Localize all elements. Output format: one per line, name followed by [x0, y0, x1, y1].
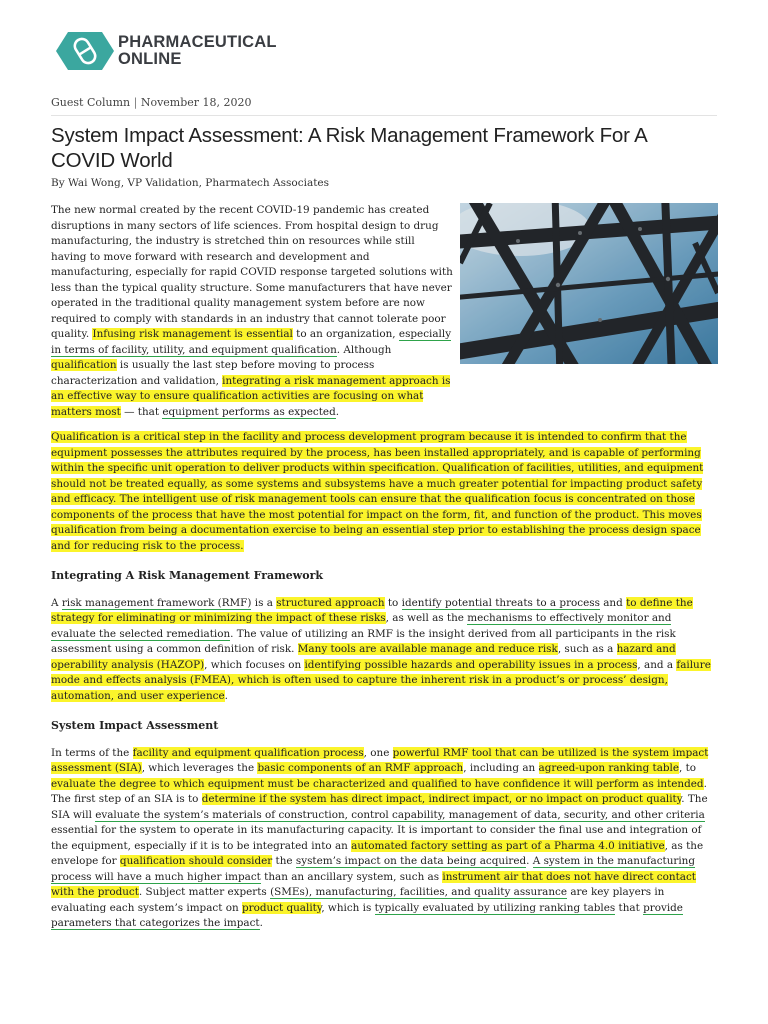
underlined-text: mechanisms to effectively monitor and evaluate the selected remediation: [51, 612, 672, 640]
highlighted-text: agreed-upon ranking table: [538, 762, 680, 774]
text-run: . Subject matter experts: [138, 886, 271, 898]
text-run: .: [335, 405, 340, 418]
section-heading-rmf: Integrating A Risk Management Framework: [51, 569, 324, 582]
publish-date: November 18, 2020: [140, 96, 252, 109]
text-run: , such as a: [557, 643, 617, 655]
text-run: to an organization,: [292, 328, 399, 340]
text-run: .: [259, 917, 263, 929]
text-run: , which focuses on: [204, 658, 305, 671]
highlighted-text: Infusing risk management is essential: [92, 328, 293, 340]
section-heading-sia: System Impact Assessment: [51, 719, 219, 732]
underlined-text: identify potential threats to a process: [401, 596, 600, 609]
underlined-text: evaluate the system’s materials of construction, control capability, management of data, security, and other criteria: [95, 808, 705, 821]
highlighted-text: Qualification is a critical step in the facility and process development program because it is intended to confirm that the equipment possesses the attributes required by the process, has been installed appropriately, and is capable of performing within the specific unit operation to deliver products within specification. Qualification of facilities, utilities, and equipment should not be treated equally, as some systems and subsystems have a much greater potential for impacting product safety and efficacy. The intelligent use of risk management tools can ensure that the qualification focus is concentrated on those components of the process that have the most potential for impact on the form, fit, and function of the product. This moves qualification from being a documentation exercise to being an essential step prior to establishing the process design space and for reducing risk to the process.: [51, 431, 704, 552]
underlined-text: equipment performs as expected: [162, 405, 336, 418]
highlighted-text: instrument air that does not have direct contact with the product: [51, 870, 696, 898]
text-run: In terms of the: [51, 746, 133, 759]
article-body: [51, 203, 717, 942]
text-run: , and a: [637, 658, 677, 671]
brand-line-2: ONLINE: [118, 50, 182, 68]
highlighted-text: Many tools are available manage and reduce risk: [297, 643, 558, 655]
text-run: — that: [120, 405, 163, 418]
highlighted-text: facility and equipment qualification process: [132, 746, 364, 759]
text-run: , as well as the: [385, 612, 468, 624]
article-title: System Impact Assessment: A Risk Management Framework For A COVID World: [51, 124, 647, 172]
text-run: The new normal created by the recent COVID-19 pandemic has created disruptions in many sectors of life sciences. From hospital design to drug manufacturing, the industry is stretched thin on resources while still having to move forward with research and development and manufacturing, especially for rapid COVID response targeted solutions with less than the typical quality structure. Some manufacturers that have never operated in the traditional quality management system before are now required to comply with standards in an industry that cannot tolerate poor quality.: [51, 204, 453, 340]
hexagon-capsule-icon: [55, 30, 115, 72]
text-run: , which leverages the: [141, 762, 258, 774]
highlighted-text: qualification: [51, 359, 117, 371]
underlined-text: (SMEs), manufacturing, facilities, and quality assurance: [270, 886, 568, 898]
text-run: . Although: [336, 343, 392, 356]
article-page: [51, 0, 717, 1024]
category-label[interactable]: Guest Column: [51, 96, 131, 109]
article-meta: [51, 96, 252, 109]
paragraph-rmf: [51, 596, 717, 705]
highlighted-text: product quality: [241, 901, 322, 914]
text-run: .: [224, 689, 228, 702]
highlighted-text: determine if the system has direct impact, indirect impact, or no impact on product quality: [201, 793, 682, 805]
highlighted-text: structured approach: [276, 596, 385, 609]
highlighted-text: identifying possible hazards and operability issues in a process: [304, 658, 638, 671]
underlined-text: typically evaluated by utilizing ranking tables: [374, 901, 616, 914]
text-run: the: [272, 855, 296, 867]
byline: By Wai Wong, VP Validation, Pharmatech Associates: [51, 177, 330, 189]
text-run: that: [615, 901, 644, 914]
text-run: , one: [363, 746, 393, 759]
highlighted-text: evaluate the degree to which equipment must be characterized and qualified to have confidence it will perform as intended: [51, 777, 704, 790]
text-run: , to: [679, 762, 697, 774]
paragraph-intro: [51, 203, 453, 420]
text-run: , including an: [463, 762, 539, 774]
highlighted-text: automated factory setting as part of a Pharma 4.0 initiative: [351, 839, 665, 852]
text-run: . The value of utilizing an RMF is the insight derived from all participants in the risk assessment using a common definition of risk.: [51, 627, 676, 655]
text-run: .: [526, 855, 533, 867]
paragraph-sia: [51, 746, 717, 932]
underlined-text: risk management framework (RMF): [61, 596, 252, 609]
highlighted-text: basic components of an RMF approach: [257, 762, 464, 774]
text-run: . The first step of an SIA is to: [51, 777, 707, 805]
highlighted-text: qualification should consider: [119, 855, 273, 867]
text-run: , which is: [321, 901, 375, 914]
highlighted-text: to define the strategy for eliminating or minimizing the impact of these risks: [51, 596, 693, 624]
text-run: and: [599, 596, 627, 609]
text-run: , as the envelope for: [51, 839, 704, 867]
meta-separator: |: [133, 96, 138, 109]
paragraph-qualification: [51, 430, 717, 554]
highlighted-text: failure mode and effects analysis (FMEA), which is often used to capture the inherent risk in a product’s or process’ design, automation, and user experience: [51, 658, 711, 702]
text-run: than an ancillary system, such as: [260, 870, 443, 883]
text-run: is usually the last step before moving to process characterization and validation,: [51, 359, 375, 387]
underlined-text: provide parameters that categorizes the impact: [51, 901, 683, 929]
brand-line-1: PHARMACEUTICAL: [118, 33, 277, 51]
underlined-text: A system in the manufacturing process will have a much higher impact: [51, 855, 696, 883]
underlined-text: especially in terms of facility, utility, and equipment qualification: [51, 328, 452, 356]
highlighted-text: powerful RMF tool that can be utilized is the system impact assessment (SIA): [51, 746, 709, 774]
highlighted-text: integrating a risk management approach is an effective way to ensure qualification activities are focusing on what matters most: [51, 374, 451, 418]
text-run: A: [51, 596, 62, 609]
highlighted-text: hazard and operability analysis (HAZOP): [51, 643, 676, 671]
site-logo[interactable]: [55, 30, 277, 72]
underlined-text: system’s impact on the data being acquired: [295, 855, 527, 867]
text-run: essential for the system to operate in its manufacturing capacity. It is important to consider the final use and integration of the equipment, especially if it is to be integrated into an: [51, 824, 702, 852]
text-run: is a: [251, 596, 277, 609]
text-run: to: [384, 596, 402, 609]
text-run: are key players in evaluating each system’s impact on: [51, 886, 665, 914]
header-divider: [51, 115, 717, 116]
brand-name: [118, 34, 277, 68]
text-run: . The SIA will: [51, 793, 708, 821]
